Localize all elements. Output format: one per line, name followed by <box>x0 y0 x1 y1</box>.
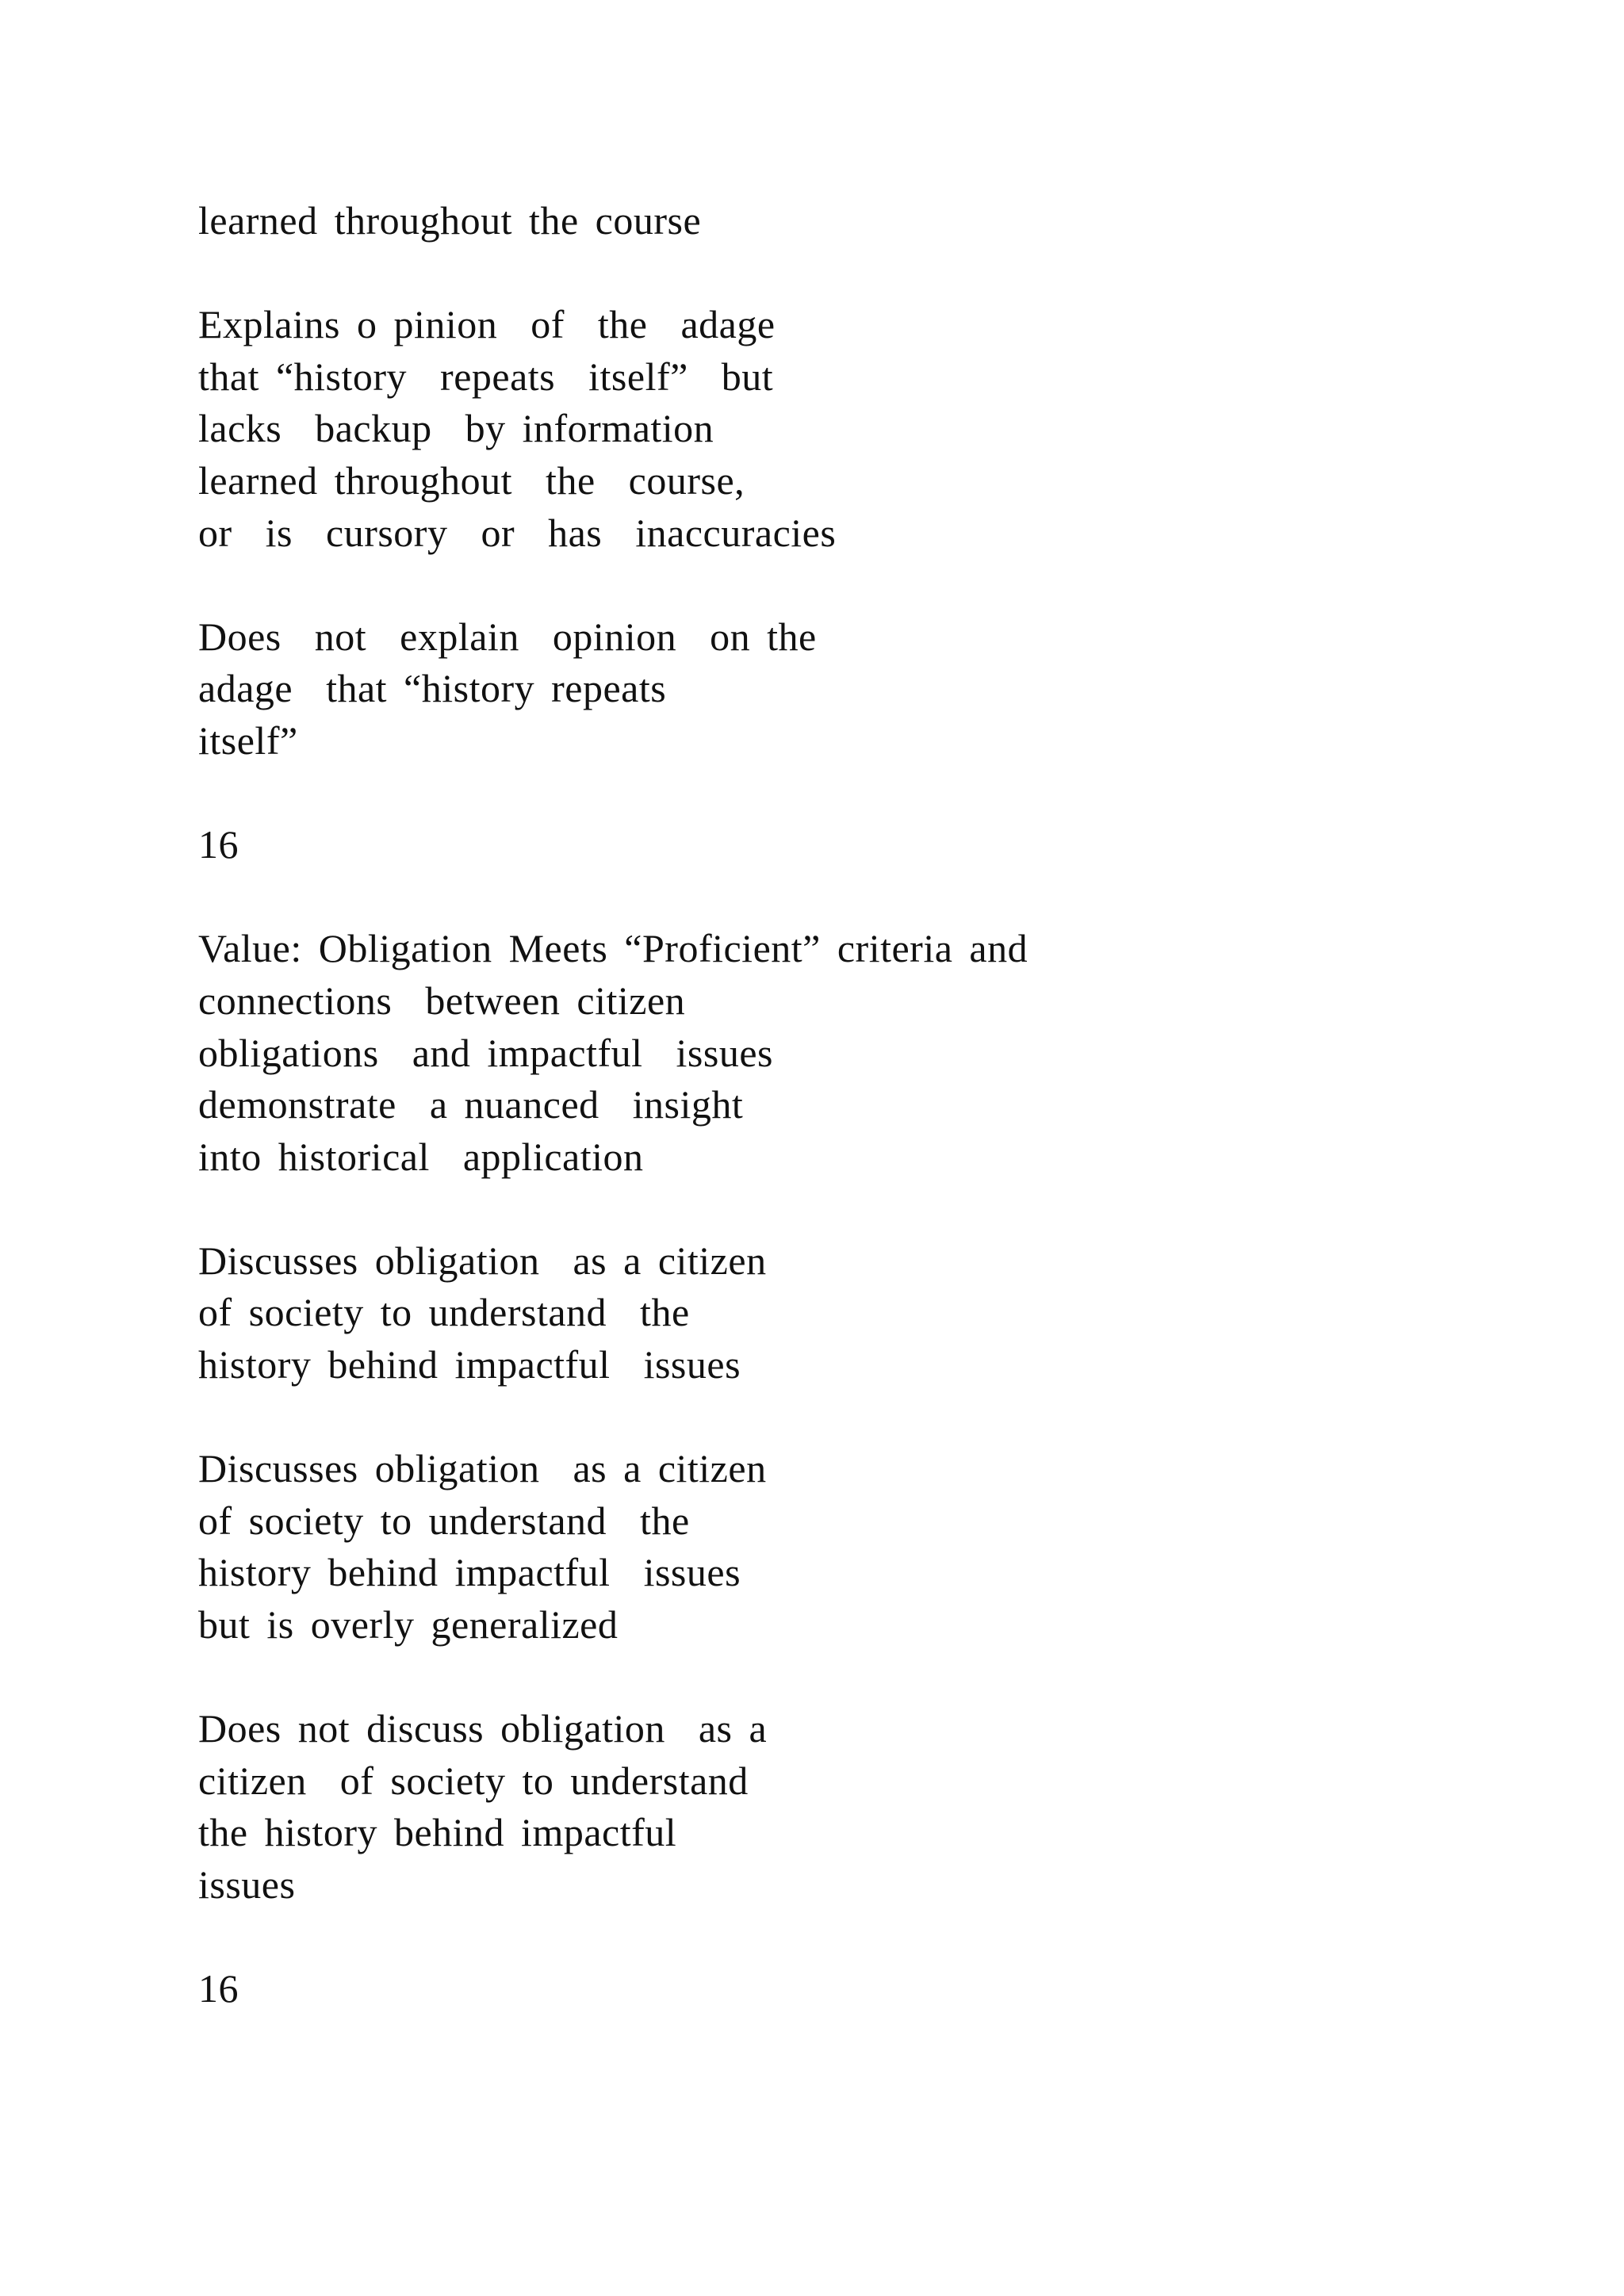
paragraph-value-obligation-exemplary <box>198 923 1546 1183</box>
text-line: connections between citizen <box>198 978 686 1023</box>
text-line: Discusses obligation as a citizen <box>198 1238 767 1283</box>
text-line: citizen of society to understand <box>198 1758 749 1803</box>
text-line: issues <box>198 1862 296 1907</box>
text-line: 16 <box>198 822 239 867</box>
text-line: history behind impactful issues <box>198 1550 741 1595</box>
paragraph-does-not-discuss-obligation <box>198 1703 1546 1911</box>
text-line: the history behind impactful <box>198 1810 677 1855</box>
points-value <box>198 1963 1546 2015</box>
text-line: history behind impactful issues <box>198 1342 741 1387</box>
text-line: itself” <box>198 718 298 763</box>
text-line: of society to understand the <box>198 1290 690 1335</box>
text-line: or is cursory or has inaccuracies <box>198 510 837 555</box>
document-text <box>198 195 1546 2067</box>
text-line: lacks backup by information <box>198 406 714 451</box>
text-line: adage that “history repeats <box>198 666 667 711</box>
text-line: into historical application <box>198 1134 644 1179</box>
text-line: learned throughout the course, <box>198 457 745 503</box>
paragraph-course-continuation <box>198 195 1546 247</box>
text-line: Explains o pinion of the adage <box>198 302 776 347</box>
paragraph-discusses-obligation-generalized <box>198 1443 1546 1651</box>
text-line: demonstrate a nuanced insight <box>198 1082 744 1127</box>
text-line: of society to understand the <box>198 1498 690 1543</box>
text-line: 16 <box>198 1966 239 2011</box>
paragraph-discusses-obligation-proficient <box>198 1235 1546 1391</box>
paragraph-explains-opinion-lacks-backup <box>198 299 1546 559</box>
text-line: but is overly generalized <box>198 1602 619 1647</box>
points-value <box>198 819 1546 871</box>
text-line: Does not discuss obligation as a <box>198 1706 768 1751</box>
text-line: obligations and impactful issues <box>198 1030 773 1075</box>
text-line: learned throughout the course <box>198 198 702 243</box>
text-line: that “history repeats itself” but <box>198 354 774 399</box>
text-line: Discusses obligation as a citizen <box>198 1446 767 1491</box>
text-line: Does not explain opinion on the <box>198 614 817 659</box>
paragraph-does-not-explain-opinion <box>198 611 1546 767</box>
text-line: Value: Obligation Meets “Proficient” criteria and <box>198 926 1028 971</box>
